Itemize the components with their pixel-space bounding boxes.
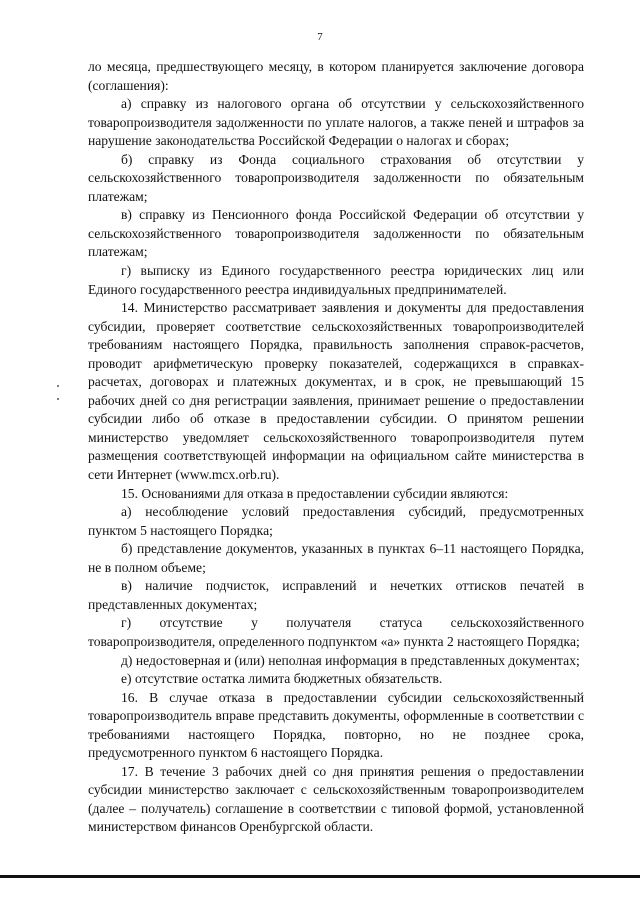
- paragraph-item-g: г) выписку из Единого государственного реестра юридических лиц или Единого государственного реестра индивидуальных предпринимателей.: [88, 263, 584, 297]
- paragraph-clause-15-b: б) представление документов, указанных в пунктах 6–11 настоящего Порядка, не в полном объеме;: [88, 541, 584, 575]
- paragraph-clause-15-e: е) отсутствие остатка лимита бюджетных обязательств.: [121, 671, 443, 687]
- paragraph-continuation: ло месяца, предшествующего месяцу, в котором планируется заключение договора (соглашения):: [88, 59, 584, 93]
- paragraph-clause-15-g: г) отсутствие у получателя статуса сельскохозяйственного товаропроизводителя, определенного подпунктом «а» пункта 2 настоящего Порядка;: [88, 615, 584, 649]
- paragraph-clause-15: 15. Основаниями для отказа в предоставлении субсидии являются:: [121, 485, 509, 501]
- margin-speck: [57, 398, 59, 400]
- body-text: [88, 58, 584, 837]
- margin-speck: [57, 385, 59, 387]
- paragraph-clause-17: 17. В течение 3 рабочих дней со дня принятия решения о предоставлении субсидии министерство заключает с сельскохозяйственным товаропроизводителем (далее – получатель) соглашение в соответствии с типовой формой, установленной министерством финансов Оренбургской области.: [88, 763, 584, 835]
- paragraph-item-a: а) справку из налогового органа об отсутствии у сельскохозяйственного товаропроизводителя задолженности по уплате налогов, а также пеней и штрафов за нарушение законодательства Российской Федерации о налогах и сборах;: [88, 96, 584, 149]
- paragraph-clause-15-a: а) несоблюдение условий предоставления субсидий, предусмотренных пунктом 5 настоящего Порядка;: [88, 504, 584, 538]
- paragraph-clause-15-d: д) недостоверная и (или) неполная информация в представленных документах;: [121, 652, 580, 668]
- bottom-rule: [0, 875, 640, 878]
- page-number: 7: [317, 31, 323, 43]
- paragraph-clause-16: 16. В случае отказа в предоставлении субсидии сельскохозяйственный товаропроизводитель вправе представить документы, оформленные в соответствии с требованиями настоящего Порядка, повторно, но не позднее срока, предусмотренного пунктом 6 настоящего Порядка.: [88, 689, 584, 761]
- paragraph-clause-15-v: в) наличие подчисток, исправлений и нечетких оттисков печатей в представленных документах;: [88, 578, 584, 612]
- paragraph-item-v: в) справку из Пенсионного фонда Российской Федерации об отсутствии у сельскохозяйственного товаропроизводителя задолженности по обязательным платежам;: [88, 207, 584, 260]
- paragraph-item-b: б) справку из Фонда социального страхования об отсутствии у сельскохозяйственного товаропроизводителя задолженности по обязательным платежам;: [88, 151, 584, 204]
- paragraph-clause-14: 14. Министерство рассматривает заявления и документы для предоставления субсидии, проверяет соответствие сельскохозяйственных товаропроизводителей требованиям настоящего Порядка, правильность заполнения справок-расчетов, проводит арифметическую проверку показателей, содержащихся в справках-расчетах, договорах и платежных документах, и в срок, не превышающий 15 рабочих дней со дня регистрации заявления, принимает решение о предоставлении субсидии либо об отказе в предоставлении субсидии. О принятом решении министерство уведомляет сельскохозяйственного товаропроизводителя путем размещения соответствующей информации на официальном сайте министерства в сети Интернет (www.mcx.orb.ru).: [88, 300, 584, 483]
